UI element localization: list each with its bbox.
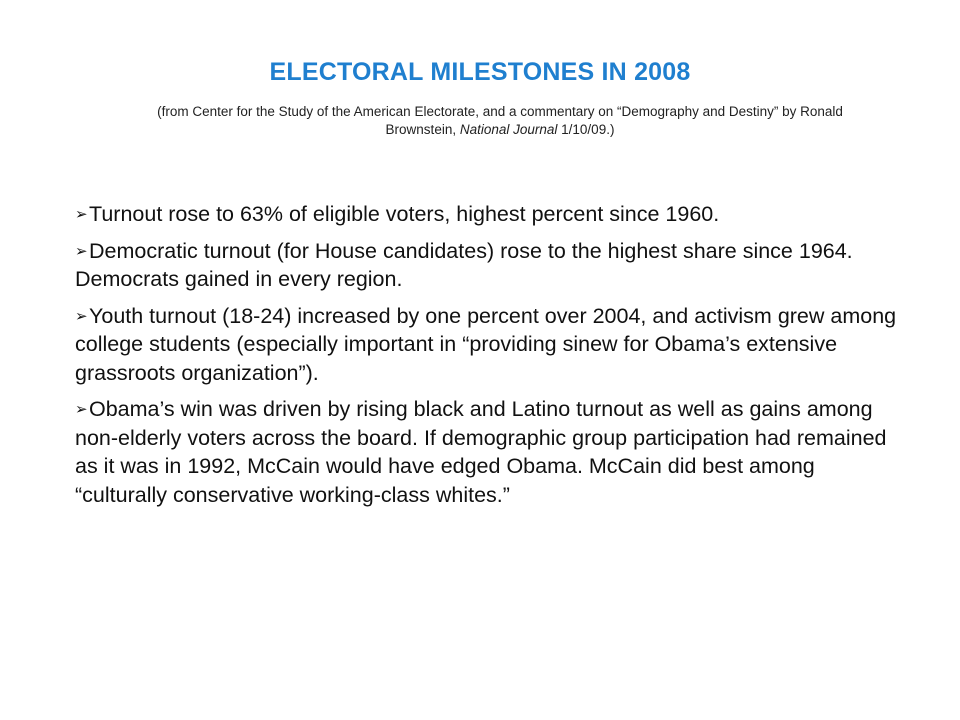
arrow-bullet-icon: ➢ bbox=[75, 206, 88, 223]
bullet-text: Turnout rose to 63% of eligible voters, highest percent since 1960. bbox=[89, 202, 720, 226]
source-text-part1: (from Center for the Study of the American Electorate, and a commentary on “Demography and Destiny” by Ronald Brownstein, bbox=[157, 104, 843, 137]
source-text-part2: 1/10/09.) bbox=[557, 122, 615, 137]
source-citation bbox=[150, 103, 850, 139]
bullet-list bbox=[75, 200, 905, 517]
arrow-bullet-icon: ➢ bbox=[75, 242, 88, 260]
arrow-bullet-icon: ➢ bbox=[75, 307, 88, 325]
bullet-item bbox=[75, 200, 905, 229]
bullet-item bbox=[75, 237, 905, 294]
bullet-item bbox=[75, 302, 905, 388]
bullet-text: Youth turnout (18-24) increased by one percent over 2004, and activism grew among college students (especially important in “providing sinew for Obama’s extensive grassroots organization”). bbox=[75, 303, 897, 385]
bullet-text: Obama’s win was driven by rising black and Latino turnout as well as gains among non-elderly voters across the board. If demographic group participation had remained as it was in 1992, McCain would have edged Obama. McCain did best among “culturally conservative working-class whites.” bbox=[75, 397, 887, 507]
bullet-item bbox=[75, 395, 905, 509]
bullet-text: Democratic turnout (for House candidates) rose to the highest share since 1964. Democrats gained in every region. bbox=[75, 238, 853, 291]
source-publication: National Journal bbox=[459, 122, 558, 137]
arrow-bullet-icon: ➢ bbox=[75, 401, 88, 418]
slide-title: ELECTORAL MILESTONES IN 2008 bbox=[269, 58, 691, 86]
